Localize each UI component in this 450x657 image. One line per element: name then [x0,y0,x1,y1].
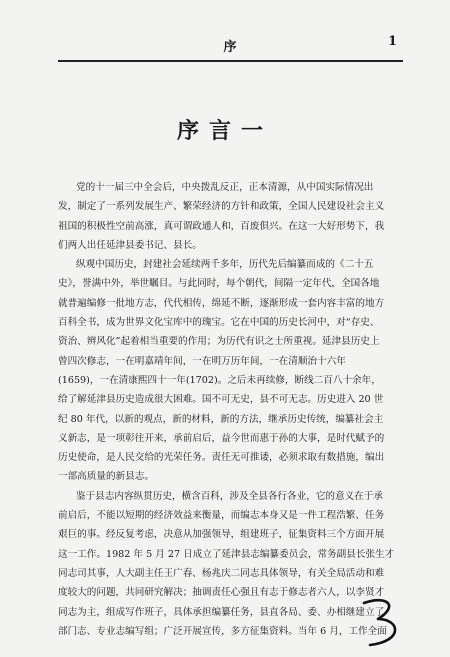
paragraph [58,178,403,255]
text-line: 发，制定了一系列发展生产、繁荣经济的方针和政策，全国人民建设社会主义 [58,201,385,213]
text-line: 祖国的积极性空前高涨，真可谓政通人和，百废俱兴。在这一大好形势下，我 [58,220,385,232]
chapter-title: 序言一 [176,118,273,144]
header-rule [58,60,403,62]
text-line: 度较大的问题，共同研究解决；抽调责任心强且有志于修志者六人，以李贤才 [58,587,385,599]
text-line: 部门志、专业志编写组；广泛开展宣传，多方征集资料。当年 6 月，工作全面 [58,625,387,637]
text-line: 同志司其事，人大副主任王广春、杨兆庆二同志具体领导，有关全局活动和难 [58,567,385,579]
text-line: 资治、辨风化”起着相当重要的作用；为历代有识之士所重视。延津县历史上 [58,336,380,348]
running-header [58,34,403,55]
text-line: 同志为主，组成写作班子，具体承担编纂任务，县直各局、委、办相继建立了 [58,606,385,618]
text-line: 纵观中国历史，封建社会延续两千多年，历代先后编纂而成的《二十五 [76,259,374,271]
text-line: 百科全书，成为世界文化宝库中的瑰宝。它在中国的历史长河中，对“存史、 [58,317,380,329]
text-line: 鉴于县志内容纵贯历史，横含百科，涉及全县各行各业，它的意义在于承 [76,490,383,502]
text-line: 艰巨的事。经反复考虑，决意从加强领导，组建班子，征集资料三个方面开展 [58,529,385,541]
text-line: 就普遍编修一批地方志，代代相传，绵延不断，逐渐形成一套内容丰富的地方 [58,297,385,309]
body-text [58,178,403,641]
text-line: 们两人出任延津县委书记、县长。 [58,239,202,251]
paragraph [58,255,403,487]
running-title: 序 [223,40,238,55]
page-number: 1 [387,34,397,49]
handwritten-mark [356,593,408,651]
text-line: 纪 80 年代，以新的观点，新的材料，新的方法，继承历史传统，编纂社会主 [58,413,384,425]
text-line: 历史使命，是人民交给的光荣任务。责任无可推诿，必须求取有数措施，编出 [58,452,385,464]
text-line: 一部高质量的新县志。 [58,471,154,483]
text-line: 党的十一届三中全会后，中央拨乱反正，正本清源，从中国实际情况出 [76,182,374,193]
paragraph [58,487,403,641]
text-line: 给了解延津县历史造成很大困难。国不可无史，县不可无志。历史进入 20 世 [58,394,384,406]
text-line: 前启后，不能以短期的经济效益来衡量，而编志本身又是一件工程浩繁、任务 [58,510,385,522]
text-line: 史》，誉满中外，举世瞩目。与此同时，每个朝代，间隔一定年代，全国各地 [58,278,380,290]
text-line: 曾四次修志，一在明嘉靖年间，一在明万历年间，一在清顺治十六年 [58,355,346,367]
text-line: (1659)，一在清康熙四十一年(1702)。之后未再续修，断线二百八十余年， [58,374,381,386]
text-line: 这一工作。1982 年 5 月 27 日成立了延津县志编纂委员会，常务副县长张生才 [58,548,395,560]
text-line: 义新志，是一项彰往开来，承前启后，益今世而惠于孙的大事，是时代赋予的 [58,432,385,444]
